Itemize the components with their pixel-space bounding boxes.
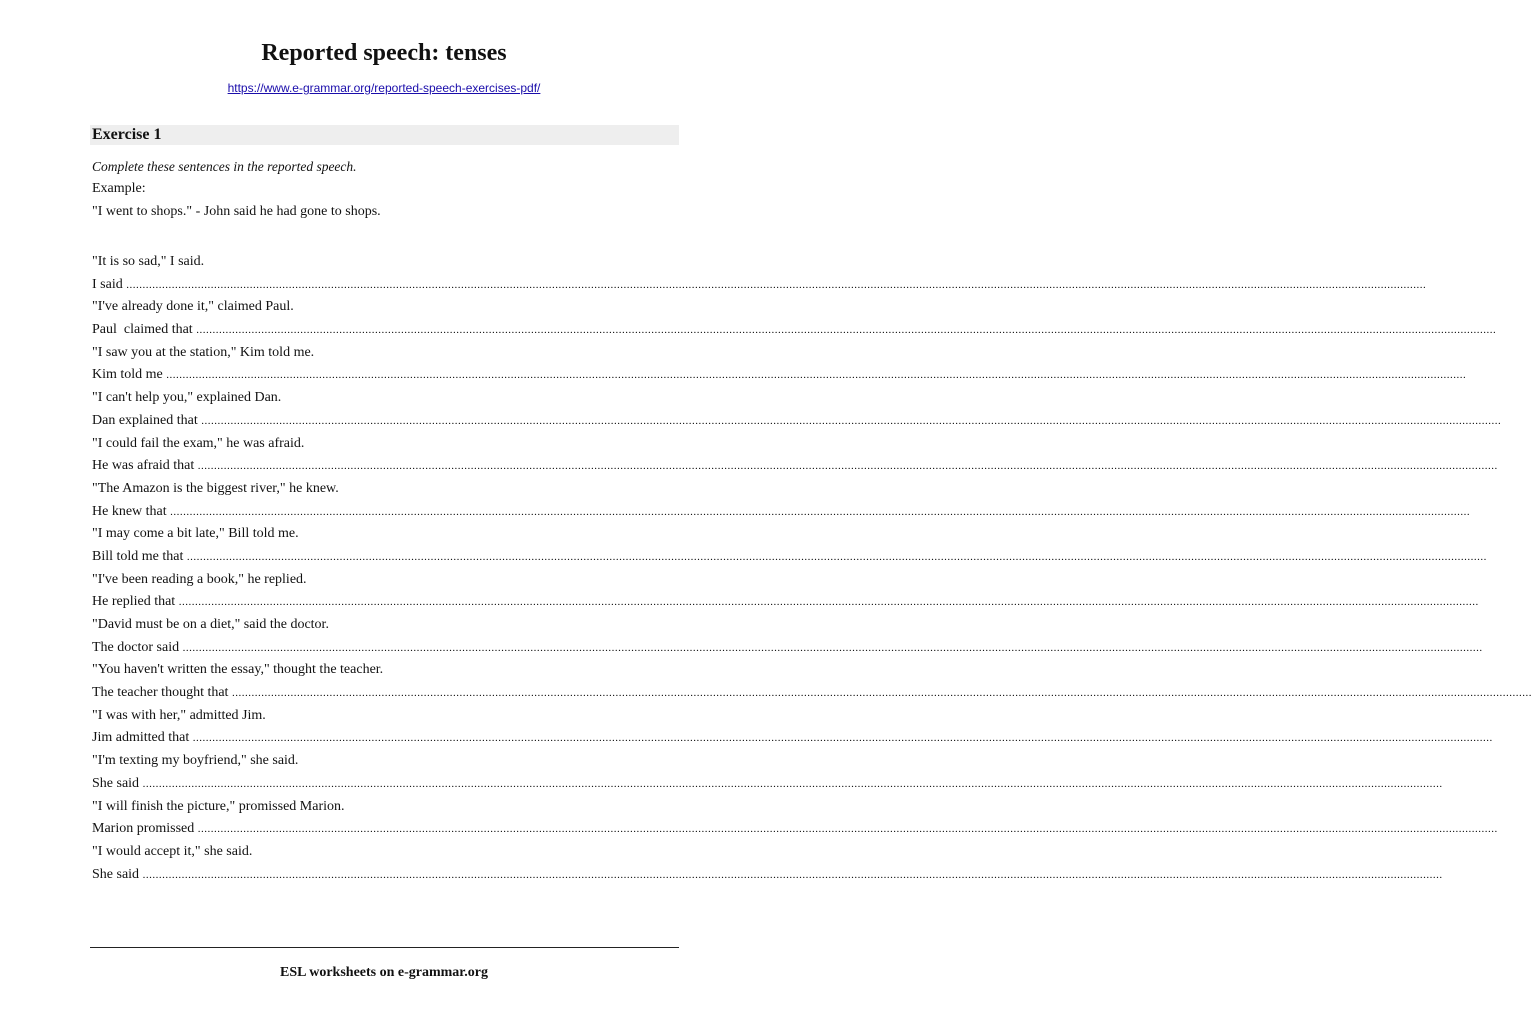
- answer-prompt: He knew that: [92, 503, 171, 519]
- answer-blank[interactable]: ................................................................................................................................................................................................................................................................................................................................................................................................................: [178, 596, 1479, 609]
- answer-prompt: She said: [92, 866, 143, 882]
- answer-prompt: I said: [92, 276, 127, 292]
- page-title: Reported speech: tenses: [261, 40, 507, 66]
- answer-line[interactable]: [92, 637, 1483, 660]
- answer-prompt: Dan explained that: [92, 412, 202, 428]
- answer-line[interactable]: [92, 591, 1479, 614]
- answer-blank[interactable]: ................................................................................................................................................................................................................................................................................................................................................................................................................: [186, 550, 1487, 563]
- answer-line[interactable]: [92, 319, 1497, 342]
- exercise-heading: Exercise 1: [90, 125, 679, 145]
- answer-line[interactable]: [92, 455, 1498, 478]
- answer-line[interactable]: [92, 364, 1467, 387]
- quote-line: "I've been reading a book," he replied.: [92, 571, 307, 587]
- answer-line[interactable]: [92, 410, 1502, 433]
- quote-line: "It is so sad," I said.: [92, 254, 205, 269]
- answer-prompt: He was afraid that: [92, 458, 198, 474]
- quote-line: "I may come a bit late," Bill told me.: [92, 526, 299, 542]
- answer-line[interactable]: [92, 773, 1443, 796]
- answer-blank[interactable]: ................................................................................................................................................................................................................................................................................................................................................................................................................: [197, 460, 1498, 473]
- answer-prompt: The doctor said: [92, 639, 183, 655]
- answer-prompt: The teacher thought that: [92, 685, 232, 701]
- answer-blank[interactable]: ................................................................................................................................................................................................................................................................................................................................................................................................................: [192, 732, 1493, 745]
- answer-blank[interactable]: ................................................................................................................................................................................................................................................................................................................................................................................................................: [126, 278, 1427, 291]
- answer-prompt: Kim told me: [92, 367, 167, 383]
- quote-line: "The Amazon is the biggest river," he knew.: [92, 480, 339, 496]
- answer-line[interactable]: [92, 682, 1532, 705]
- quote-line: "I could fail the exam," he was afraid.: [92, 435, 305, 451]
- source-link[interactable]: https://www.e-grammar.org/reported-speech-exercises-pdf/: [227, 81, 541, 95]
- example-sentence: "I went to shops." - John said he had gone to shops.: [92, 204, 381, 219]
- quote-line: "I saw you at the station," Kim told me.: [92, 344, 315, 360]
- answer-line[interactable]: [92, 818, 1498, 841]
- answer-prompt: He replied that: [92, 594, 179, 610]
- exercise-items: [92, 251, 1532, 886]
- answer-prompt: Jim admitted that: [92, 730, 193, 746]
- answer-blank[interactable]: ................................................................................................................................................................................................................................................................................................................................................................................................................: [142, 868, 1443, 881]
- answer-blank[interactable]: ................................................................................................................................................................................................................................................................................................................................................................................................................: [142, 777, 1443, 790]
- answer-line[interactable]: [92, 727, 1493, 750]
- quote-line: "I was with her," admitted Jim.: [92, 707, 266, 723]
- quote-line: "I can't help you," explained Dan.: [92, 390, 282, 406]
- answer-prompt: Bill told me that: [92, 548, 187, 564]
- quote-line: "David must be on a diet," said the doctor.: [92, 617, 329, 632]
- answer-blank[interactable]: ................................................................................................................................................................................................................................................................................................................................................................................................................: [166, 369, 1467, 382]
- answer-line[interactable]: [92, 274, 1427, 297]
- quote-line: "I've already done it," claimed Paul.: [92, 299, 294, 315]
- answer-blank[interactable]: ................................................................................................................................................................................................................................................................................................................................................................................................................: [201, 414, 1502, 427]
- footer-divider: [90, 947, 679, 948]
- answer-blank[interactable]: ................................................................................................................................................................................................................................................................................................................................................................................................................: [196, 324, 1497, 337]
- answer-prompt: Marion promissed: [92, 821, 198, 837]
- quote-line: "I would accept it," she said.: [92, 843, 253, 859]
- quote-line: "You haven't written the essay," thought the teacher.: [92, 662, 384, 678]
- answer-blank[interactable]: ................................................................................................................................................................................................................................................................................................................................................................................................................: [170, 505, 1471, 518]
- answer-prompt: She said: [92, 775, 143, 791]
- answer-blank[interactable]: ................................................................................................................................................................................................................................................................................................................................................................................................................: [231, 687, 1532, 700]
- exercise-instruction: Complete these sentences in the reported speech.: [92, 159, 357, 174]
- answer-prompt: Paul claimed that: [92, 322, 197, 338]
- answer-blank[interactable]: ................................................................................................................................................................................................................................................................................................................................................................................................................: [197, 823, 1498, 836]
- answer-blank[interactable]: ................................................................................................................................................................................................................................................................................................................................................................................................................: [182, 641, 1483, 654]
- footer-text: ESL worksheets on e-grammar.org: [280, 965, 488, 980]
- answer-line[interactable]: [92, 501, 1471, 524]
- quote-line: "I will finish the picture," promissed Marion.: [92, 798, 345, 814]
- answer-line[interactable]: [92, 546, 1487, 569]
- example-label: Example:: [92, 181, 146, 196]
- answer-line[interactable]: [92, 864, 1443, 887]
- quote-line: "I'm texting my boyfriend," she said.: [92, 753, 299, 769]
